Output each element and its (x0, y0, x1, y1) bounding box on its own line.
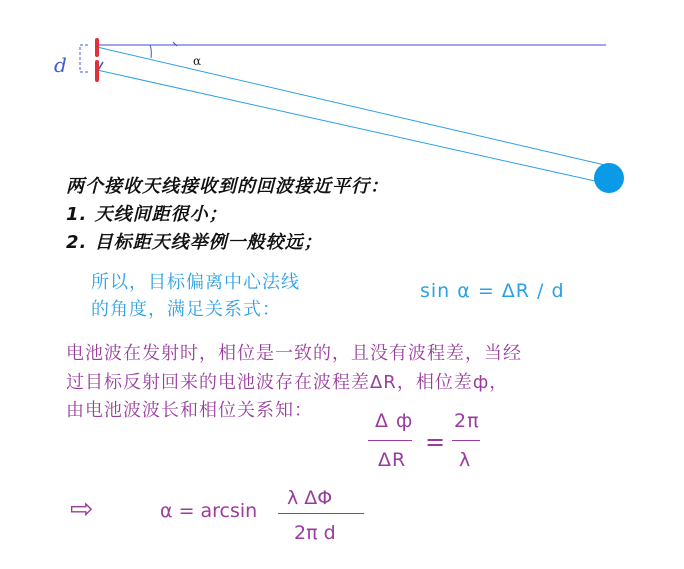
equation-rhs-fraction-bar (452, 440, 480, 441)
ray-lower (97, 70, 604, 183)
equation-lhs-numerator: Δ ф (375, 410, 414, 432)
result-lhs: α = arcsin (160, 500, 258, 522)
arrow-icon: ⇨ (70, 492, 94, 525)
note-line-2: 1. 天线间距很小； (66, 204, 228, 225)
result-numerator: λ ΔΦ (287, 487, 333, 509)
spacing-bracket (80, 45, 88, 72)
relation-text-1: 所以，目标偏离中心法线 (91, 272, 300, 293)
angle-arc (150, 45, 151, 58)
ray-upper (97, 47, 609, 166)
result-fraction-bar (278, 513, 364, 514)
equation-rhs-numerator: 2π (454, 410, 480, 432)
equation-lhs-fraction-bar (368, 440, 412, 441)
sine-formula: sin α = ΔR / d (420, 280, 565, 302)
phase-text-1: 电池波在发射时，相位是一致的，且没有波程差，当经 (66, 343, 522, 364)
note-line-1: 两个接收天线接收到的回波接近平行： (66, 176, 389, 197)
equation-equals-sign: = (425, 428, 446, 456)
note-line-3: 2. 目标距天线举例一般较远； (66, 232, 323, 253)
equation-rhs-denominator: λ (459, 449, 472, 471)
phase-text-2: 过目标反射回来的电池波存在波程差ΔR，相位差ф， (66, 372, 509, 393)
result-denominator: 2π d (294, 522, 336, 544)
spacing-label: d (54, 53, 67, 77)
target-circle (594, 163, 624, 193)
relation-text-2: 的角度，满足关系式： (91, 299, 281, 320)
equation-lhs-denominator: ΔR (378, 449, 407, 471)
phase-text-3: 由电池波波长和相位关系知： (66, 400, 313, 421)
angle-label: α (193, 54, 202, 68)
antenna-diagram (0, 0, 684, 200)
